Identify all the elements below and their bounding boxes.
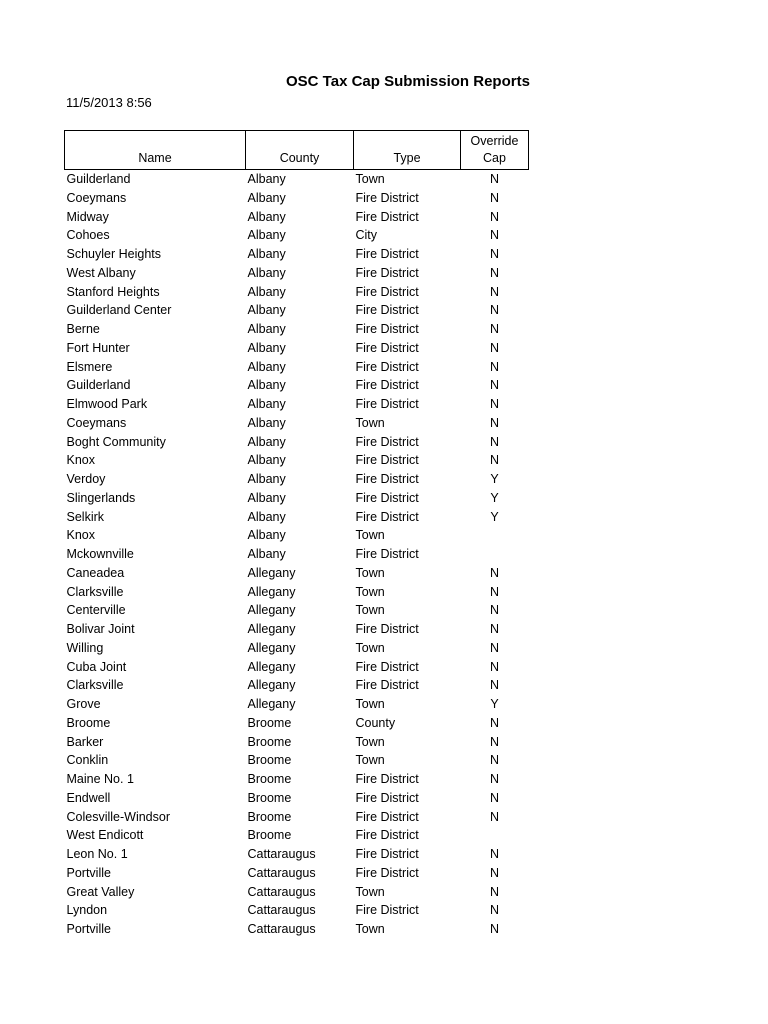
- cell-county: Allegany: [247, 678, 296, 693]
- cell-name: Cuba Joint: [66, 659, 127, 674]
- cell-county: Albany: [247, 397, 286, 411]
- table-row: [65, 751, 529, 770]
- cell-name: Cohoes: [66, 228, 110, 243]
- cell-type: Town: [355, 603, 385, 618]
- cell-type: Fire District: [355, 547, 419, 561]
- cell-override-cap: [461, 826, 529, 845]
- cell-override-cap: N: [489, 190, 500, 205]
- cell-type: Fire District: [355, 659, 419, 674]
- cell-override-cap: N: [489, 209, 500, 224]
- cell-type: Town: [355, 565, 385, 580]
- cell-name: Centerville: [66, 603, 126, 618]
- cell-name: Schuyler Heights: [66, 247, 161, 261]
- cell-county: Cattaraugus: [247, 847, 316, 861]
- cell-override-cap: N: [489, 847, 500, 861]
- table-row: [65, 789, 529, 808]
- table-row: [65, 658, 529, 677]
- table-row: [65, 583, 529, 602]
- cell-override-cap: N: [489, 284, 500, 299]
- table-body: [65, 170, 529, 939]
- cell-override-cap: N: [489, 809, 500, 824]
- cell-type: Fire District: [355, 678, 419, 693]
- table-row: [65, 695, 529, 714]
- table-row: [65, 395, 529, 414]
- cell-override-cap: N: [489, 884, 500, 899]
- cell-county: Albany: [247, 509, 286, 524]
- cell-name: Knox: [66, 453, 95, 468]
- cell-name: Portville: [66, 922, 111, 936]
- cell-county: Allegany: [247, 697, 296, 711]
- cell-county: Albany: [247, 190, 286, 205]
- table-row: [65, 208, 529, 227]
- cell-name: Broome: [66, 715, 111, 730]
- cell-name: Boght Community: [66, 434, 166, 449]
- table-row: [65, 826, 529, 845]
- cell-name: Guilderland Center: [66, 303, 172, 318]
- cell-override-cap: N: [489, 303, 500, 318]
- cell-override-cap: N: [489, 322, 500, 336]
- table-row: [65, 601, 529, 620]
- cell-type: Fire District: [355, 490, 419, 505]
- cell-name: Colesville-Windsor: [66, 809, 170, 824]
- column-header-name: Name: [65, 131, 246, 170]
- cell-override-cap: N: [489, 603, 500, 618]
- table-row: [65, 489, 529, 508]
- cell-override-cap: N: [489, 565, 500, 580]
- table-row: [65, 470, 529, 489]
- cell-override-cap: [461, 545, 529, 564]
- cell-override-cap: N: [489, 415, 500, 430]
- cell-override-cap: N: [489, 734, 500, 749]
- cell-name: Knox: [66, 528, 95, 543]
- table-row: [65, 676, 529, 695]
- cell-override-cap: N: [489, 640, 500, 655]
- cell-name: Leon No. 1: [66, 847, 128, 861]
- cell-county: Allegany: [247, 603, 296, 618]
- cell-type: Fire District: [355, 340, 419, 355]
- cell-name: Endwell: [66, 790, 111, 805]
- cell-name: Guilderland: [66, 172, 131, 186]
- cell-county: Albany: [247, 490, 286, 505]
- cell-type: Town: [355, 734, 385, 749]
- cell-county: Albany: [247, 209, 286, 224]
- cell-county: Albany: [247, 228, 286, 243]
- cell-county: Allegany: [247, 659, 296, 674]
- cell-type: Town: [355, 172, 385, 186]
- table-row: [65, 376, 529, 395]
- cell-type: Fire District: [355, 903, 419, 918]
- cell-name: Portville: [66, 865, 111, 880]
- cell-county: Albany: [247, 303, 286, 318]
- cell-county: Albany: [247, 453, 286, 468]
- cell-name: Elsmere: [66, 359, 113, 374]
- cell-name: Barker: [66, 734, 104, 749]
- table-row: [65, 433, 529, 452]
- cell-name: Guilderland: [66, 378, 131, 393]
- table-row: [65, 264, 529, 283]
- cell-type: Fire District: [355, 359, 419, 374]
- table-header-row: [65, 131, 529, 170]
- report-timestamp: 11/5/2013 8:56: [66, 95, 152, 110]
- cell-name: Bolivar Joint: [66, 622, 135, 636]
- cell-override-cap: N: [489, 172, 500, 186]
- column-header-override-cap: [461, 131, 529, 170]
- cell-type: Town: [355, 640, 385, 655]
- cell-county: Broome: [247, 790, 292, 805]
- cell-name: West Endicott: [66, 828, 144, 843]
- table-row: [65, 358, 529, 377]
- cell-type: Fire District: [355, 790, 419, 805]
- cell-name: Stanford Heights: [66, 284, 160, 299]
- cell-override-cap: Y: [490, 697, 499, 711]
- table-row: [65, 808, 529, 827]
- table-row: [65, 733, 529, 752]
- cell-type: Fire District: [355, 265, 419, 280]
- table-row: [65, 770, 529, 789]
- cell-county: Albany: [247, 434, 286, 449]
- cell-type: Fire District: [355, 865, 419, 880]
- cell-name: Great Valley: [66, 884, 135, 899]
- cell-override-cap: Y: [490, 509, 499, 524]
- cell-county: Cattaraugus: [247, 903, 316, 918]
- cell-name: Clarksville: [66, 584, 124, 599]
- cell-type: Fire District: [355, 397, 419, 411]
- table-row: [65, 170, 529, 189]
- cell-type: Fire District: [355, 772, 419, 786]
- table-row: [65, 845, 529, 864]
- table-row: [65, 864, 529, 883]
- cell-name: Midway: [66, 209, 109, 224]
- cell-override-cap: N: [489, 865, 500, 880]
- cell-name: Mckownville: [66, 547, 134, 561]
- cell-type: Fire District: [355, 828, 419, 843]
- cell-type: Fire District: [355, 472, 419, 486]
- cell-override-cap: N: [489, 228, 500, 243]
- cell-type: Town: [355, 528, 385, 543]
- cell-name: Berne: [66, 322, 100, 336]
- cell-name: Lyndon: [66, 903, 108, 918]
- cell-county: Allegany: [247, 565, 296, 580]
- cell-override-cap: N: [489, 659, 500, 674]
- cell-name: Clarksville: [66, 678, 124, 693]
- table-row: [65, 714, 529, 733]
- cell-override-cap: N: [489, 772, 500, 786]
- cell-name: Coeymans: [66, 190, 127, 205]
- cell-type: Fire District: [355, 378, 419, 393]
- table-row: [65, 620, 529, 639]
- cell-type: Town: [355, 697, 385, 711]
- table-row: [65, 320, 529, 339]
- cell-county: Broome: [247, 734, 292, 749]
- cell-county: Broome: [247, 772, 292, 786]
- cell-county: Broome: [247, 715, 292, 730]
- cell-county: Albany: [247, 415, 286, 430]
- cell-override-cap: N: [489, 715, 500, 730]
- cell-override-cap: N: [489, 340, 500, 355]
- cell-county: Albany: [247, 284, 286, 299]
- cell-override-cap: N: [489, 397, 500, 411]
- table-row: [65, 564, 529, 583]
- cell-override-cap: N: [489, 453, 500, 468]
- cell-name: Fort Hunter: [66, 340, 130, 355]
- cell-county: Albany: [247, 340, 286, 355]
- cell-name: Slingerlands: [66, 490, 136, 505]
- cell-county: Albany: [247, 322, 286, 336]
- table-row: [65, 245, 529, 264]
- cell-county: Albany: [247, 265, 286, 280]
- cell-county: Cattaraugus: [247, 884, 316, 899]
- cell-override-cap: [461, 526, 529, 545]
- cell-override-cap: N: [489, 584, 500, 599]
- cell-name: Conklin: [66, 753, 109, 768]
- table-row: [65, 189, 529, 208]
- table-row: [65, 414, 529, 433]
- submission-table: [64, 130, 529, 939]
- cell-override-cap: N: [489, 247, 500, 261]
- cell-type: Fire District: [355, 284, 419, 299]
- cell-county: Cattaraugus: [247, 865, 316, 880]
- column-header-type: Type: [354, 131, 461, 170]
- cell-type: Fire District: [355, 847, 419, 861]
- override-header-line2: Cap: [483, 151, 506, 165]
- table-row: [65, 508, 529, 527]
- cell-type: Town: [355, 415, 385, 430]
- cell-county: Cattaraugus: [247, 922, 316, 936]
- table-row: [65, 339, 529, 358]
- cell-name: Maine No. 1: [66, 772, 134, 786]
- cell-type: Fire District: [355, 622, 419, 636]
- cell-type: Town: [355, 584, 385, 599]
- cell-county: Allegany: [247, 622, 296, 636]
- cell-type: Town: [355, 922, 385, 936]
- table-row: [65, 451, 529, 470]
- cell-override-cap: N: [489, 265, 500, 280]
- cell-county: Broome: [247, 828, 292, 843]
- cell-type: Fire District: [355, 303, 419, 318]
- cell-type: Town: [355, 753, 385, 768]
- cell-type: Fire District: [355, 322, 419, 336]
- cell-type: Fire District: [355, 434, 419, 449]
- cell-type: Fire District: [355, 453, 419, 468]
- cell-override-cap: N: [489, 790, 500, 805]
- cell-override-cap: N: [489, 753, 500, 768]
- cell-county: Broome: [247, 809, 292, 824]
- cell-override-cap: N: [489, 903, 500, 918]
- cell-county: Allegany: [247, 640, 296, 655]
- table-row: [65, 901, 529, 920]
- cell-county: Albany: [247, 472, 286, 486]
- cell-type: Fire District: [355, 209, 419, 224]
- cell-override-cap: N: [489, 359, 500, 374]
- cell-override-cap: N: [489, 378, 500, 393]
- cell-name: West Albany: [66, 265, 136, 280]
- override-header-line1: Override: [470, 134, 519, 148]
- report-title: OSC Tax Cap Submission Reports: [286, 73, 530, 90]
- column-header-county: County: [246, 131, 354, 170]
- cell-county: Allegany: [247, 584, 296, 599]
- cell-name: Verdoy: [66, 472, 106, 486]
- cell-name: Caneadea: [66, 565, 125, 580]
- table-row: [65, 283, 529, 302]
- cell-type: Fire District: [355, 509, 419, 524]
- cell-override-cap: N: [489, 922, 500, 936]
- table-row: [65, 920, 529, 939]
- cell-name: Coeymans: [66, 415, 127, 430]
- table-row: [65, 301, 529, 320]
- table-row: [65, 526, 529, 545]
- table-row: [65, 639, 529, 658]
- cell-county: Albany: [247, 247, 286, 261]
- cell-type: County: [355, 715, 396, 730]
- cell-county: Albany: [247, 528, 286, 543]
- table-row: [65, 545, 529, 564]
- cell-override-cap: Y: [490, 472, 499, 486]
- cell-county: Albany: [247, 378, 286, 393]
- cell-override-cap: N: [489, 678, 500, 693]
- cell-type: Fire District: [355, 190, 419, 205]
- cell-name: Grove: [66, 697, 101, 711]
- cell-county: Albany: [247, 359, 286, 374]
- cell-name: Willing: [66, 640, 104, 655]
- cell-county: Broome: [247, 753, 292, 768]
- cell-type: City: [355, 228, 378, 243]
- table-row: [65, 226, 529, 245]
- table-row: [65, 883, 529, 902]
- cell-name: Selkirk: [66, 509, 105, 524]
- cell-type: Fire District: [355, 247, 419, 261]
- cell-override-cap: N: [489, 434, 500, 449]
- cell-county: Albany: [247, 172, 286, 186]
- cell-type: Fire District: [355, 809, 419, 824]
- cell-county: Albany: [247, 547, 286, 561]
- cell-override-cap: Y: [490, 490, 499, 505]
- cell-override-cap: N: [489, 622, 500, 636]
- cell-type: Town: [355, 884, 385, 899]
- cell-name: Elmwood Park: [66, 397, 148, 411]
